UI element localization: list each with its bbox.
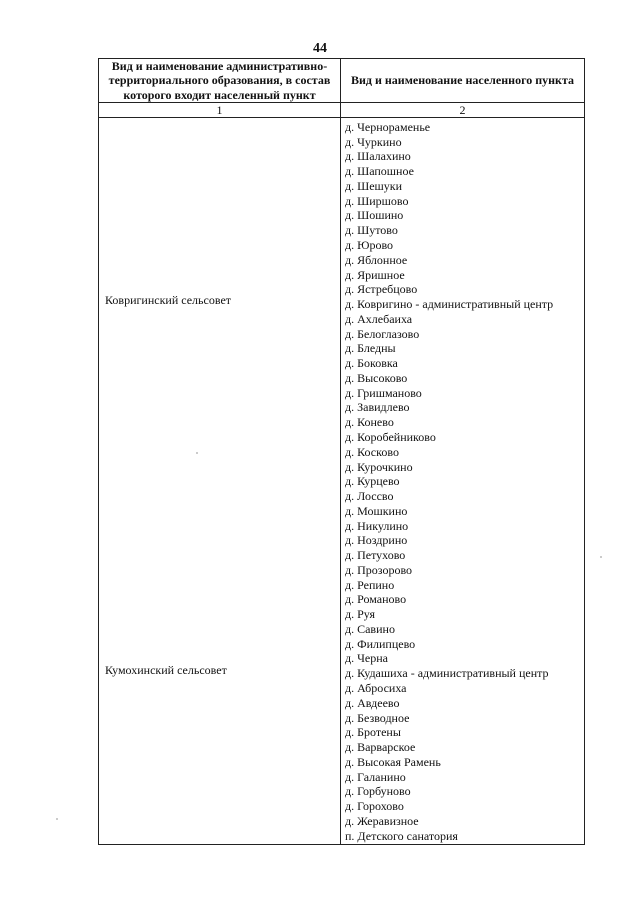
council-label: Ковригинский сельсовет [105, 292, 232, 307]
settlement-item: д. Юрово [345, 238, 394, 253]
settlement-item: д. Гришманово [345, 385, 422, 400]
settlement-item: д. Курцево [345, 474, 400, 489]
settlement-list [341, 118, 584, 844]
settlement-item: д. Завидлево [345, 400, 410, 415]
settlement-item: д. Репино [345, 577, 395, 592]
settlement-item: д. Шапошное [345, 164, 414, 179]
settlement-item: д. Горохово [345, 799, 404, 814]
settlement-item: д. Бротены [345, 725, 401, 740]
settlement-cell [341, 117, 585, 844]
settlement-item: д. Чернораменье [345, 119, 431, 134]
settlement-item: д. Руя [345, 607, 375, 622]
settlement-item: д. Чуркино [345, 134, 402, 149]
settlement-item: д. Черна [345, 651, 388, 666]
header-col-2: Вид и наименование населенного пункта [341, 59, 585, 103]
settlement-item: д. Лоссво [345, 489, 394, 504]
settlement-item: д. Жеравизное [345, 813, 419, 828]
settlement-item: д. Коробейниково [345, 429, 436, 444]
settlement-item: д. Прозорово [345, 562, 413, 577]
settlement-item: д. Бледны [345, 341, 396, 356]
table-body-row [99, 117, 585, 844]
settlement-item: д. Шутово [345, 223, 398, 238]
settlement-item: д. Ястребцово [345, 282, 418, 297]
council-label: Кумохинский сельсовет [105, 662, 227, 677]
settlement-item: д. Абросиха [345, 680, 407, 695]
settlement-item: д. Яришное [345, 267, 405, 282]
settlement-item: д. Ноздрино [345, 533, 408, 548]
settlement-item: д. Мошкино [345, 503, 408, 518]
settlement-item: д. Шешуки [345, 178, 403, 193]
settlement-item: д. Варварское [345, 740, 416, 755]
settlement-item: д. Шалахино [345, 149, 411, 164]
settlement-item: д. Ахлебаиха [345, 311, 413, 326]
settlements-table [98, 58, 585, 845]
settlement-item: д. Косково [345, 444, 399, 459]
settlement-item: д. Яблонное [345, 252, 408, 267]
settlement-item: п. Детского санатория [345, 828, 458, 843]
council-cell [99, 117, 341, 844]
settlement-item: д. Курочкино [345, 459, 413, 474]
settlement-item: д. Никулино [345, 518, 409, 533]
settlement-item: д. Белоглазово [345, 326, 420, 341]
settlement-item: д. Шошино [345, 208, 404, 223]
table-header-row [99, 59, 585, 103]
settlement-item: д. Высоково [345, 370, 408, 385]
settlement-item: д. Авдеево [345, 695, 400, 710]
settlement-item: д. Ковригино - административный центр [345, 297, 554, 312]
scan-speck [600, 556, 602, 558]
settlement-item: д. Боковка [345, 356, 398, 371]
column-number-2: 2 [341, 102, 585, 117]
settlement-item: д. Савино [345, 621, 395, 636]
column-number-row [99, 102, 585, 117]
settlement-item: д. Ширшово [345, 193, 409, 208]
settlement-item: д. Кудашиха - административный центр [345, 666, 549, 681]
settlement-item: д. Высокая Рамень [345, 754, 441, 769]
settlement-item: д. Безводное [345, 710, 410, 725]
scan-speck [56, 818, 58, 820]
settlement-item: д. Петухово [345, 548, 406, 563]
header-col-1: Вид и наименование административно-территориального образования, в состав которого входит населенный пункт [99, 59, 341, 103]
settlement-item: д. Романово [345, 592, 407, 607]
column-number-1: 1 [99, 102, 341, 117]
settlement-item: д. Галанино [345, 769, 406, 784]
page-number: 44 [313, 41, 327, 56]
settlement-item: д. Конево [345, 415, 394, 430]
settlement-item: д. Горбуново [345, 784, 411, 799]
settlement-item: д. Филипцево [345, 636, 416, 651]
scan-speck [196, 452, 198, 454]
